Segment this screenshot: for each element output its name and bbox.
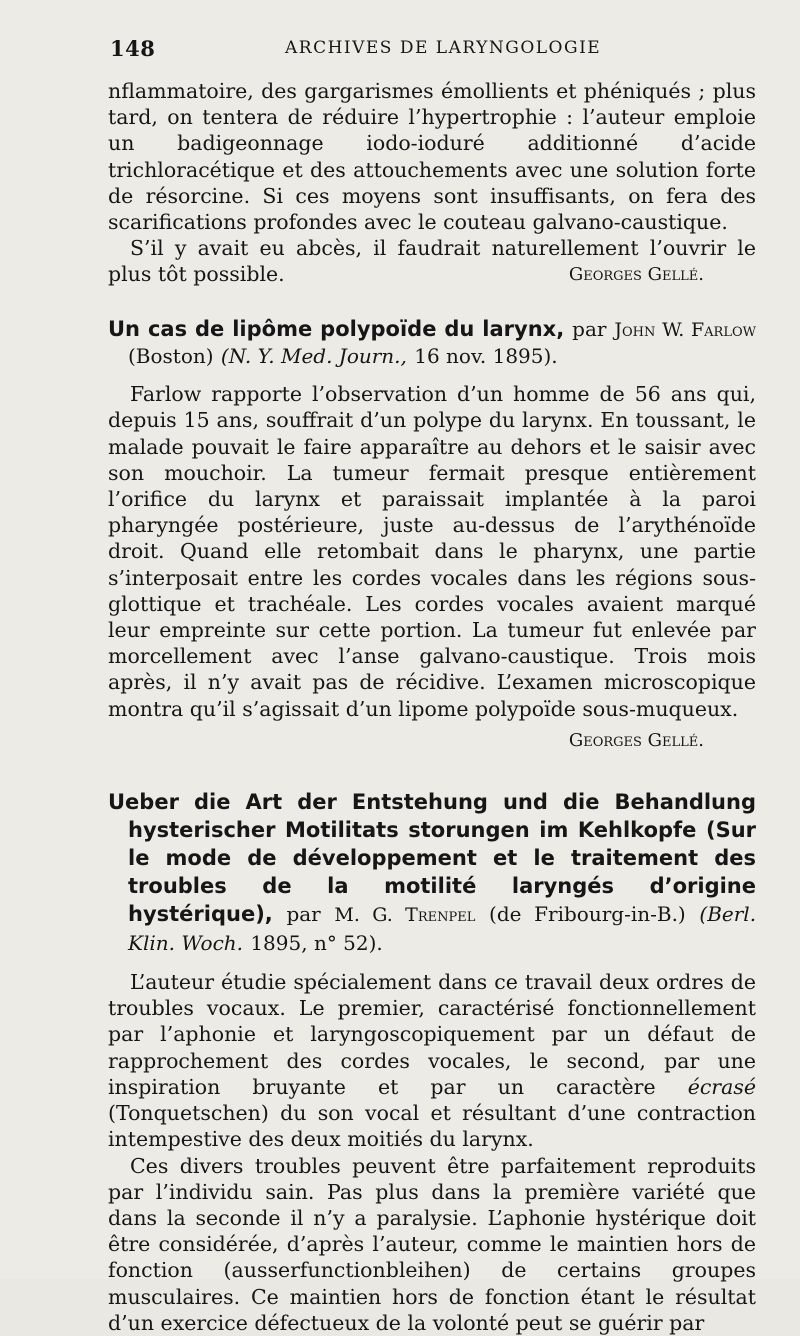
entry-journal: (Berl. Klin. Woch.: [128, 902, 757, 956]
entry-title: Un cas de lipôme polypoïde du larynx,: [108, 316, 565, 341]
page-number: 148: [110, 36, 156, 61]
entry-body-hysterie-2: Ces divers troubles peuvent être parfaitement reproduits par l’individu sain. Pas plus dans la première variété que dans la seconde il n’y a paralysie. L’aphonie hystérique doit être considérée, d’après l’auteur, comme le maintien hors de fonction (ausserfunctionbleihen) de certains groupes musculaires. Ce maintien hors de fonction étant le résultat d’un exercice défectueux de la volonté peut se guérir par: [108, 1153, 756, 1335]
entry-author: John W. Farlow: [614, 318, 756, 341]
entry-title: Ueber die Art der Entstehung und die Behandlung hysterischer Motilitats storungen im Kehlkopfe (Sur le mode de développement et le traitement des troubles de la motilité laryngés d’origine hystérique),: [108, 790, 756, 927]
para-text: (Tonquetschen) du son vocal et résultant d’une contraction intempestive des deux moitiés du larynx.: [108, 1101, 756, 1152]
text-column: [108, 78, 756, 1336]
entry-heading-hysterie: [108, 788, 756, 957]
entry-body-hysterie-1: [108, 969, 756, 1152]
entry-journal: (N. Y. Med. Journ.,: [220, 344, 407, 369]
continuation-paragraph-2: S’il y avait eu abcès, il faudrait naturellement l’ouvrir le plus tôt possible.: [108, 236, 756, 287]
entry-origin: (Boston): [128, 344, 214, 369]
entry-body-lipome: Farlow rapporte l’observation d’un homme de 56 ans qui, depuis 15 ans, souffrait d’un polype du larynx. En toussant, le malade pouvait le faire apparaître au dehors et le saisir avec son mouchoir. La tumeur fermait presque entièrement l’orifice du larynx et paraissait implantée à la paroi pharyngée postérieure, juste au-dessus de l’arythénoïde droit. Quand elle retombait dans le pharynx, une partie s’interposait entre les cordes vocales dans les régions sous-glottique et trachéale. Les cordes vocales avaient marqué leur empreinte sur cette portion. La tumeur fut enlevée par morcellement avec l’anse galvano-caustique. Trois mois après, il n’y avait pas de récidive. L’examen microscopique montra qu’il s’agissait d’un lipome polypoïde sous-muqueux.: [108, 382, 756, 721]
signature: Georges Gellé.: [568, 729, 704, 751]
para-text: L’auteur étudie spécialement dans ce travail deux ordres de troubles vocaux. Le premier, caractérisé fonctionnellement par l’aphonie et laryngoscopiquement par un défaut de rapprochement des cordes vocales, le second, par une inspiration bruyante et par un caractère: [108, 970, 756, 1099]
entry-date: 1895, n° 52).: [250, 931, 383, 956]
entry-origin: (de Fribourg-in-B.): [489, 902, 686, 927]
italic-term: écrasé: [687, 1074, 756, 1099]
entry-author: M. G. Trenpel: [334, 904, 476, 927]
by-word: par: [572, 316, 607, 341]
by-word: par: [286, 902, 321, 927]
continuation-paragraph: nflammatoire, des gargarismes émollients et phéniqués ; plus tard, on tentera de réduire l’hypertrophie : l’auteur emploie un badigeonnage iodo-ioduré additionné d’acide trichloracétique et des attouchements avec une solution forte de résorcine. Si ces moyens sont insuffisants, on fera des scarifications profondes avec le couteau galvano-caustique.: [108, 79, 756, 235]
entry-heading-lipome: [108, 316, 756, 369]
entry-date: 16 nov. 1895).: [414, 344, 558, 369]
signature: Georges Gellé.: [568, 263, 704, 285]
page-header: [110, 36, 750, 66]
running-title: ARCHIVES DE LARYNGOLOGIE: [285, 38, 602, 58]
